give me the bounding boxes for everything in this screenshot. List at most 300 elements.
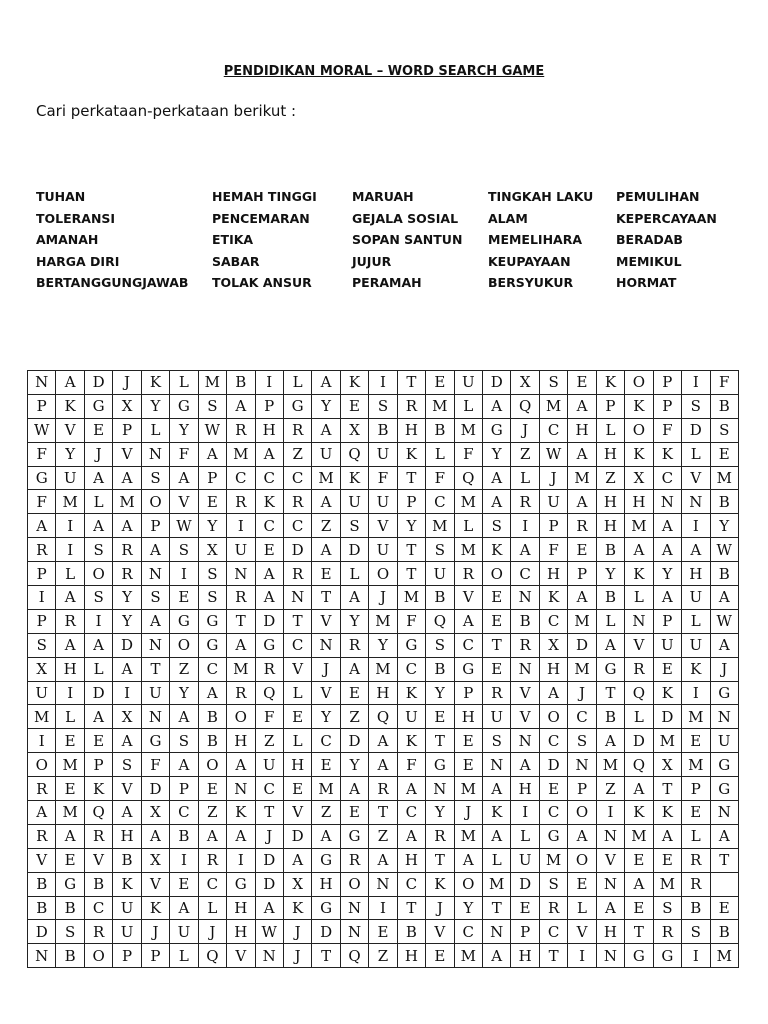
grid-cell[interactable]: U [397, 705, 425, 729]
grid-cell[interactable]: C [283, 466, 311, 490]
grid-cell[interactable]: R [56, 609, 84, 633]
grid-cell[interactable]: A [568, 490, 596, 514]
grid-cell[interactable]: J [568, 681, 596, 705]
grid-cell[interactable]: T [710, 848, 739, 872]
grid-cell[interactable]: M [539, 394, 567, 418]
grid-cell[interactable]: Z [596, 777, 624, 801]
grid-cell[interactable]: N [141, 633, 169, 657]
grid-cell[interactable]: H [596, 442, 624, 466]
grid-cell[interactable]: P [255, 394, 283, 418]
grid-cell[interactable]: A [283, 848, 311, 872]
grid-cell[interactable]: Y [198, 514, 226, 538]
grid-cell[interactable]: M [426, 514, 454, 538]
grid-cell[interactable]: S [483, 514, 511, 538]
grid-cell[interactable]: N [426, 777, 454, 801]
grid-cell[interactable]: M [682, 753, 710, 777]
grid-cell[interactable]: L [568, 896, 596, 920]
grid-cell[interactable]: F [28, 442, 56, 466]
grid-cell[interactable]: E [198, 777, 226, 801]
grid-cell[interactable]: K [596, 371, 624, 395]
grid-cell[interactable]: M [198, 371, 226, 395]
grid-cell[interactable]: C [170, 801, 198, 825]
grid-cell[interactable]: G [710, 753, 739, 777]
grid-cell[interactable]: C [312, 729, 340, 753]
grid-cell[interactable]: C [511, 562, 539, 586]
grid-cell[interactable]: A [596, 633, 624, 657]
grid-cell[interactable]: A [511, 753, 539, 777]
grid-cell[interactable]: B [397, 920, 425, 944]
grid-cell[interactable]: I [170, 848, 198, 872]
grid-cell[interactable]: I [170, 562, 198, 586]
grid-cell[interactable]: I [511, 801, 539, 825]
grid-cell[interactable]: L [596, 609, 624, 633]
grid-cell[interactable]: O [483, 562, 511, 586]
grid-cell[interactable]: V [596, 848, 624, 872]
grid-cell[interactable]: M [397, 586, 425, 610]
grid-cell[interactable]: N [340, 920, 368, 944]
grid-cell[interactable]: M [454, 777, 482, 801]
grid-cell[interactable]: U [682, 633, 710, 657]
grid-cell[interactable]: A [483, 490, 511, 514]
grid-cell[interactable]: L [170, 944, 198, 968]
grid-cell[interactable]: W [710, 538, 739, 562]
grid-cell[interactable]: A [84, 633, 112, 657]
grid-cell[interactable]: A [369, 848, 397, 872]
grid-cell[interactable]: I [369, 896, 397, 920]
grid-cell[interactable]: N [255, 944, 283, 968]
grid-cell[interactable]: O [198, 753, 226, 777]
grid-cell[interactable]: C [397, 801, 425, 825]
grid-cell[interactable]: M [596, 753, 624, 777]
grid-cell[interactable]: A [113, 657, 141, 681]
grid-cell[interactable]: P [454, 681, 482, 705]
grid-cell[interactable]: A [170, 466, 198, 490]
grid-cell[interactable]: V [568, 920, 596, 944]
grid-cell[interactable]: P [28, 609, 56, 633]
grid-cell[interactable]: H [511, 777, 539, 801]
grid-cell[interactable]: L [198, 896, 226, 920]
grid-cell[interactable]: V [113, 442, 141, 466]
grid-cell[interactable]: G [539, 824, 567, 848]
grid-cell[interactable]: A [568, 824, 596, 848]
grid-cell[interactable]: J [255, 824, 283, 848]
grid-cell[interactable]: H [596, 514, 624, 538]
grid-cell[interactable]: C [539, 801, 567, 825]
grid-cell[interactable]: E [283, 705, 311, 729]
grid-cell[interactable]: F [141, 753, 169, 777]
grid-cell[interactable]: A [113, 466, 141, 490]
grid-cell[interactable]: D [340, 729, 368, 753]
grid-cell[interactable]: L [84, 657, 112, 681]
grid-cell[interactable]: H [596, 490, 624, 514]
grid-cell[interactable]: C [454, 920, 482, 944]
grid-cell[interactable]: O [568, 848, 596, 872]
grid-cell[interactable]: A [710, 824, 739, 848]
grid-cell[interactable]: W [710, 609, 739, 633]
grid-cell[interactable]: J [283, 920, 311, 944]
grid-cell[interactable]: T [596, 681, 624, 705]
grid-cell[interactable]: V [369, 514, 397, 538]
grid-cell[interactable]: V [56, 418, 84, 442]
grid-cell[interactable]: T [312, 944, 340, 968]
grid-cell[interactable]: P [682, 777, 710, 801]
grid-cell[interactable]: A [568, 442, 596, 466]
grid-cell[interactable]: T [312, 586, 340, 610]
grid-cell[interactable]: Y [56, 442, 84, 466]
grid-cell[interactable]: H [568, 418, 596, 442]
grid-cell[interactable]: K [283, 896, 311, 920]
grid-cell[interactable]: P [28, 394, 56, 418]
grid-cell[interactable]: R [255, 657, 283, 681]
grid-cell[interactable]: M [227, 442, 255, 466]
grid-cell[interactable]: A [625, 777, 653, 801]
grid-cell[interactable]: N [369, 872, 397, 896]
grid-cell[interactable]: Y [113, 609, 141, 633]
grid-cell[interactable]: A [710, 633, 739, 657]
grid-cell[interactable]: A [198, 681, 226, 705]
grid-cell[interactable]: A [625, 872, 653, 896]
grid-cell[interactable]: L [483, 848, 511, 872]
grid-cell[interactable]: B [596, 586, 624, 610]
grid-cell[interactable]: R [227, 681, 255, 705]
grid-cell[interactable]: M [625, 824, 653, 848]
grid-cell[interactable]: D [653, 705, 681, 729]
grid-cell[interactable]: L [625, 705, 653, 729]
grid-cell[interactable]: V [227, 944, 255, 968]
grid-cell[interactable]: D [255, 848, 283, 872]
grid-cell[interactable]: S [539, 371, 567, 395]
grid-cell[interactable]: Z [340, 705, 368, 729]
grid-cell[interactable]: U [369, 538, 397, 562]
grid-cell[interactable]: B [170, 824, 198, 848]
grid-cell[interactable]: T [653, 777, 681, 801]
grid-cell[interactable]: B [28, 872, 56, 896]
grid-cell[interactable]: O [84, 944, 112, 968]
grid-cell[interactable]: F [397, 609, 425, 633]
grid-cell[interactable]: G [227, 872, 255, 896]
grid-cell[interactable]: N [483, 920, 511, 944]
grid-cell[interactable]: F [653, 418, 681, 442]
grid-cell[interactable]: Y [454, 896, 482, 920]
grid-cell[interactable]: V [283, 657, 311, 681]
grid-cell[interactable]: A [113, 801, 141, 825]
grid-cell[interactable]: U [682, 586, 710, 610]
grid-cell[interactable]: J [369, 586, 397, 610]
grid-cell[interactable]: I [511, 514, 539, 538]
grid-cell[interactable]: A [483, 466, 511, 490]
grid-cell[interactable]: A [255, 586, 283, 610]
grid-cell[interactable]: B [710, 394, 739, 418]
grid-cell[interactable]: H [369, 681, 397, 705]
grid-cell[interactable]: O [625, 371, 653, 395]
grid-cell[interactable]: Z [369, 944, 397, 968]
grid-cell[interactable]: E [426, 705, 454, 729]
grid-cell[interactable]: A [596, 896, 624, 920]
grid-cell[interactable]: A [483, 394, 511, 418]
grid-cell[interactable]: L [682, 609, 710, 633]
grid-cell[interactable]: C [227, 466, 255, 490]
grid-cell[interactable]: L [340, 562, 368, 586]
grid-cell[interactable]: X [198, 538, 226, 562]
grid-cell[interactable]: L [283, 729, 311, 753]
grid-cell[interactable]: K [340, 371, 368, 395]
grid-cell[interactable]: V [511, 705, 539, 729]
grid-cell[interactable]: Y [340, 609, 368, 633]
grid-cell[interactable]: O [28, 753, 56, 777]
grid-cell[interactable]: Y [170, 418, 198, 442]
grid-cell[interactable]: D [255, 872, 283, 896]
grid-cell[interactable]: R [283, 418, 311, 442]
grid-cell[interactable]: G [340, 824, 368, 848]
grid-cell[interactable]: S [56, 920, 84, 944]
grid-cell[interactable]: C [539, 418, 567, 442]
grid-cell[interactable]: Q [454, 466, 482, 490]
grid-cell[interactable]: A [483, 824, 511, 848]
grid-cell[interactable]: A [84, 705, 112, 729]
grid-cell[interactable]: O [539, 705, 567, 729]
grid-cell[interactable]: H [227, 920, 255, 944]
grid-cell[interactable]: O [227, 705, 255, 729]
grid-cell[interactable]: E [454, 753, 482, 777]
grid-cell[interactable]: A [141, 609, 169, 633]
grid-cell[interactable]: M [568, 609, 596, 633]
grid-cell[interactable]: V [170, 490, 198, 514]
grid-cell[interactable]: A [653, 586, 681, 610]
grid-cell[interactable]: M [227, 657, 255, 681]
grid-cell[interactable]: V [426, 920, 454, 944]
grid-cell[interactable]: G [710, 681, 739, 705]
grid-cell[interactable]: I [568, 944, 596, 968]
grid-cell[interactable]: H [56, 657, 84, 681]
grid-cell[interactable]: R [369, 777, 397, 801]
grid-cell[interactable]: S [710, 418, 739, 442]
grid-cell[interactable]: M [312, 466, 340, 490]
grid-cell[interactable]: X [653, 753, 681, 777]
grid-cell[interactable]: I [56, 538, 84, 562]
grid-cell[interactable]: E [340, 394, 368, 418]
grid-cell[interactable]: A [454, 848, 482, 872]
grid-cell[interactable]: E [539, 777, 567, 801]
grid-cell[interactable]: G [483, 418, 511, 442]
grid-cell[interactable]: T [397, 371, 425, 395]
grid-cell[interactable]: O [454, 872, 482, 896]
grid-cell[interactable]: P [141, 944, 169, 968]
grid-cell[interactable]: J [710, 657, 739, 681]
grid-cell[interactable]: X [113, 394, 141, 418]
grid-cell[interactable]: O [369, 562, 397, 586]
grid-cell[interactable]: A [28, 514, 56, 538]
grid-cell[interactable]: X [283, 872, 311, 896]
grid-cell[interactable]: V [454, 586, 482, 610]
grid-cell[interactable]: G [255, 633, 283, 657]
grid-cell[interactable]: T [426, 729, 454, 753]
grid-cell[interactable]: G [454, 657, 482, 681]
grid-cell[interactable]: J [141, 920, 169, 944]
grid-cell[interactable]: Y [340, 753, 368, 777]
grid-cell[interactable]: T [625, 920, 653, 944]
grid-cell[interactable]: H [596, 920, 624, 944]
grid-cell[interactable]: A [397, 824, 425, 848]
grid-cell[interactable]: N [141, 442, 169, 466]
grid-cell[interactable]: B [84, 872, 112, 896]
grid-cell[interactable]: D [84, 371, 112, 395]
grid-cell[interactable]: A [56, 586, 84, 610]
grid-cell[interactable]: Y [113, 586, 141, 610]
grid-cell[interactable]: A [340, 586, 368, 610]
grid-cell[interactable]: R [539, 896, 567, 920]
grid-cell[interactable]: H [227, 729, 255, 753]
grid-cell[interactable]: C [255, 466, 283, 490]
grid-cell[interactable]: A [170, 705, 198, 729]
grid-cell[interactable]: A [340, 777, 368, 801]
grid-cell[interactable]: A [312, 490, 340, 514]
grid-cell[interactable]: R [113, 538, 141, 562]
grid-cell[interactable]: L [596, 418, 624, 442]
grid-cell[interactable]: Q [426, 609, 454, 633]
grid-cell[interactable]: E [56, 729, 84, 753]
grid-cell[interactable]: G [312, 896, 340, 920]
grid-cell[interactable]: E [568, 538, 596, 562]
grid-cell[interactable]: R [227, 490, 255, 514]
grid-cell[interactable]: B [682, 896, 710, 920]
grid-cell[interactable]: E [170, 586, 198, 610]
grid-cell[interactable]: A [568, 586, 596, 610]
grid-cell[interactable]: Z [312, 801, 340, 825]
grid-cell[interactable]: N [596, 872, 624, 896]
grid-cell[interactable]: M [454, 824, 482, 848]
grid-cell[interactable]: G [625, 944, 653, 968]
grid-cell[interactable]: F [255, 705, 283, 729]
grid-cell[interactable]: U [227, 538, 255, 562]
grid-cell[interactable]: B [198, 705, 226, 729]
grid-cell[interactable]: F [426, 466, 454, 490]
grid-cell[interactable]: R [227, 586, 255, 610]
grid-cell[interactable]: J [84, 442, 112, 466]
grid-cell[interactable]: K [483, 801, 511, 825]
grid-cell[interactable]: R [28, 777, 56, 801]
grid-cell[interactable]: G [84, 394, 112, 418]
grid-cell[interactable]: A [682, 538, 710, 562]
grid-cell[interactable]: A [227, 753, 255, 777]
grid-cell[interactable]: T [141, 657, 169, 681]
grid-cell[interactable]: P [568, 562, 596, 586]
grid-cell[interactable]: U [454, 371, 482, 395]
grid-cell[interactable]: Q [340, 944, 368, 968]
grid-cell[interactable]: Y [170, 681, 198, 705]
grid-cell[interactable]: R [682, 872, 710, 896]
grid-cell[interactable]: T [483, 896, 511, 920]
grid-cell[interactable]: R [113, 562, 141, 586]
grid-cell[interactable]: T [255, 801, 283, 825]
grid-cell[interactable]: N [340, 896, 368, 920]
grid-cell[interactable]: G [170, 609, 198, 633]
grid-cell[interactable]: C [426, 490, 454, 514]
grid-cell[interactable]: K [653, 442, 681, 466]
grid-cell[interactable]: A [255, 562, 283, 586]
grid-cell[interactable]: M [454, 418, 482, 442]
grid-cell[interactable]: I [28, 729, 56, 753]
grid-cell[interactable]: E [483, 586, 511, 610]
grid-cell[interactable]: F [397, 753, 425, 777]
grid-cell[interactable]: K [141, 371, 169, 395]
grid-cell[interactable]: S [426, 633, 454, 657]
grid-cell[interactable]: U [28, 681, 56, 705]
grid-cell[interactable]: Z [198, 801, 226, 825]
grid-cell[interactable]: E [56, 848, 84, 872]
grid-cell[interactable]: H [539, 657, 567, 681]
grid-cell[interactable]: D [539, 753, 567, 777]
grid-cell[interactable]: N [28, 944, 56, 968]
grid-cell[interactable]: A [255, 442, 283, 466]
grid-cell[interactable]: H [511, 944, 539, 968]
grid-cell[interactable]: M [454, 490, 482, 514]
grid-cell[interactable]: U [653, 633, 681, 657]
grid-cell[interactable]: K [483, 538, 511, 562]
grid-cell[interactable]: M [28, 705, 56, 729]
grid-cell[interactable]: E [283, 777, 311, 801]
grid-cell[interactable]: U [511, 848, 539, 872]
grid-cell[interactable]: L [283, 371, 311, 395]
grid-cell[interactable]: M [710, 466, 739, 490]
grid-cell[interactable]: L [426, 442, 454, 466]
grid-cell[interactable]: B [426, 657, 454, 681]
grid-cell[interactable]: S [198, 394, 226, 418]
grid-cell[interactable]: A [539, 681, 567, 705]
grid-cell[interactable]: R [426, 824, 454, 848]
grid-cell[interactable]: I [682, 944, 710, 968]
grid-cell[interactable]: P [653, 371, 681, 395]
grid-cell[interactable]: S [426, 538, 454, 562]
grid-cell[interactable]: U [141, 681, 169, 705]
grid-cell[interactable]: P [511, 920, 539, 944]
grid-cell[interactable]: Y [141, 394, 169, 418]
grid-cell[interactable] [710, 872, 739, 896]
grid-cell[interactable]: A [483, 944, 511, 968]
grid-cell[interactable]: I [56, 681, 84, 705]
grid-cell[interactable]: K [397, 681, 425, 705]
grid-cell[interactable]: N [483, 753, 511, 777]
grid-cell[interactable]: A [625, 538, 653, 562]
grid-cell[interactable]: A [56, 633, 84, 657]
grid-cell[interactable]: D [28, 920, 56, 944]
grid-cell[interactable]: U [312, 442, 340, 466]
grid-cell[interactable]: T [283, 609, 311, 633]
grid-cell[interactable]: B [596, 705, 624, 729]
grid-cell[interactable]: U [113, 920, 141, 944]
grid-cell[interactable]: Z [312, 514, 340, 538]
grid-cell[interactable]: M [653, 872, 681, 896]
grid-cell[interactable]: F [369, 466, 397, 490]
grid-cell[interactable]: I [84, 609, 112, 633]
grid-cell[interactable]: E [568, 371, 596, 395]
grid-cell[interactable]: M [113, 490, 141, 514]
grid-cell[interactable]: B [511, 609, 539, 633]
grid-cell[interactable]: W [198, 418, 226, 442]
grid-cell[interactable]: Y [596, 562, 624, 586]
grid-cell[interactable]: G [28, 466, 56, 490]
grid-cell[interactable]: S [568, 729, 596, 753]
grid-cell[interactable]: E [84, 729, 112, 753]
grid-cell[interactable]: B [369, 418, 397, 442]
grid-cell[interactable]: N [511, 586, 539, 610]
grid-cell[interactable]: H [539, 562, 567, 586]
grid-cell[interactable]: V [84, 848, 112, 872]
grid-cell[interactable]: U [340, 490, 368, 514]
grid-cell[interactable]: P [653, 394, 681, 418]
grid-cell[interactable]: L [511, 466, 539, 490]
grid-cell[interactable]: K [625, 562, 653, 586]
grid-cell[interactable]: X [141, 848, 169, 872]
